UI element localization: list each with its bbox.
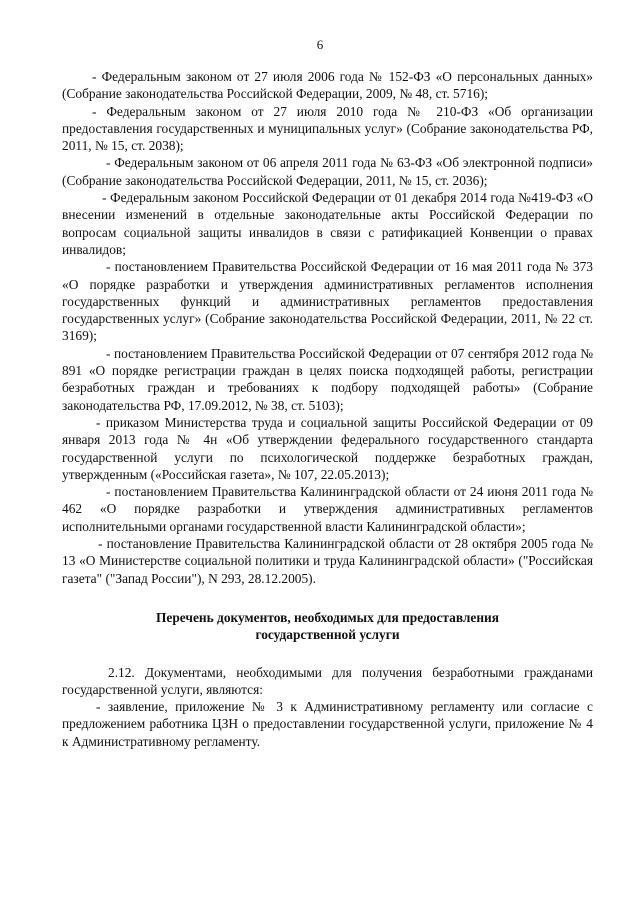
paragraph-law-63: - Федеральным законом от 06 апреля 2011 года № 63-ФЗ «Об электронной подписи» (Собрание законодательства Российской Федерации, 2011, № 15, ст. 2036); <box>62 155 593 188</box>
paragraph-application: - заявление, приложение № 3 к Административному регламенту или согласие с предложением работника ЦЗН о предоставлении государственной услуги, приложение № 4 к Административному регламенту. <box>62 699 593 749</box>
section-heading <box>62 609 593 644</box>
paragraph-2-12: 2.12. Документами, необходимыми для получения безработными гражданами государственной услуги, являются: <box>62 664 593 697</box>
section-heading-line-2: государственной услуги <box>255 627 400 643</box>
page-number: 6 <box>316 37 324 52</box>
paragraph-order-4n: - приказом Министерства труда и социальной защиты Российской Федерации от 09 января 2013 года № 4н «Об утверждении федерального государственного стандарта государственной услуги по психологической поддержке безработных граждан, утвержденным («Российская газета», № 107, 22.05.2013); <box>62 414 593 482</box>
paragraph-resolution-891: - постановлением Правительства Российской Федерации от 07 сентября 2012 года № 891 «О порядке регистрации граждан в целях поиска подходящей работы, регистрации безработных граждан и требованиях к подбору подходящей работы» (Собрание законодательства РФ, 17.09.2012, № 38, ст. 5103); <box>62 345 593 413</box>
paragraph-resolution-13: - постановление Правительства Калининградской области от 28 октября 2005 года № 13 «О Министерстве социальной политики и труда Калининградской области» ("Российская газета" ("Запад России"), N 293, 28.12.2005). <box>62 536 593 586</box>
paragraph-law-419: - Федеральным законом Российской Федерации от 01 декабря 2014 года №419-ФЗ «О внесении изменений в отдельные законодательные акты Российской Федерации по вопросам социальной защиты инвалидов в связи с ратификацией Конвенции о правах инвалидов; <box>62 190 593 257</box>
paragraph-law-210: - Федеральным законом от 27 июля 2010 года № 210-ФЗ «Об организации предоставления государственных и муниципальных услуг» (Собрание законодательства РФ, 2011, № 15, ст. 2038); <box>62 103 593 154</box>
paragraph-law-152: - Федеральным законом от 27 июля 2006 года № 152-ФЗ «О персональных данных» (Собрание законодательства Российской Федерации, 2009, № 48, ст. 5716); <box>62 69 593 102</box>
paragraph-resolution-462: - постановлением Правительства Калининградской области от 24 июня 2011 года № 462 «О порядке разработки и утверждения административных регламентов исполнительными органами государственной власти Калининградской области»; <box>62 484 593 534</box>
section-heading-line-1: Перечень документов, необходимых для предоставления <box>155 609 500 625</box>
paragraph-resolution-373: - постановлением Правительства Российской Федерации от 16 мая 2011 года № 373 «О порядке разработки и утверждения административных регламентов исполнения государственных функций и административных регламентов предоставления государственных услуг» (Собрание законодательства Российской Федерации, 2011, № 22 ст. 3169); <box>62 259 593 344</box>
document-body <box>62 68 593 750</box>
